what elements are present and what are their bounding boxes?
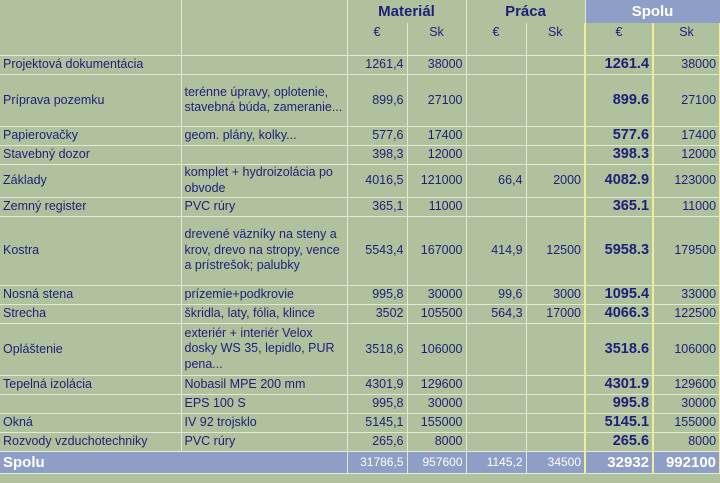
row-name: Základy [0,164,181,197]
spolu-sk: 27100 [653,74,720,126]
row-note: geom. plány, kolky... [181,126,347,145]
praca-sk [526,145,585,164]
row-note [181,145,347,164]
praca-eur [466,323,526,375]
material-sk: 155000 [407,413,466,432]
praca-eur: 66,4 [466,164,526,197]
spolu-eur: 995.8 [585,394,653,413]
header-blank-note [181,0,347,55]
material-eur: 398,3 [347,145,407,164]
spolu-sk: 179500 [653,216,720,285]
total-material-eur: 31786,5 [347,451,407,473]
material-sk: 30000 [407,285,466,304]
row-name: Tepelná izolácia [0,375,181,394]
total-spolu-sk: 992100 [653,451,720,473]
spolu-sk: 122500 [653,304,720,323]
row-note: komplet + hydroizolácia po obvode [181,164,347,197]
table-row [0,197,720,216]
material-eur-unit: € [347,23,407,55]
row-name: Nosná stena [0,285,181,304]
praca-sk [526,74,585,126]
header-blank [0,0,181,55]
praca-sk: 17000 [526,304,585,323]
row-note [181,55,347,74]
spolu-eur: 4082.9 [585,164,653,197]
row-name: Papierovačky [0,126,181,145]
material-eur: 365,1 [347,197,407,216]
material-sk: 17400 [407,126,466,145]
praca-eur: 414,9 [466,216,526,285]
praca-eur [466,145,526,164]
spolu-sk: 129600 [653,375,720,394]
table-row [0,126,720,145]
total-label: Spolu [0,451,347,473]
material-sk-unit: Sk [407,23,466,55]
row-name: Zemný register [0,197,181,216]
praca-sk [526,394,585,413]
praca-eur [466,375,526,394]
row-note: IV 92 trojsklo [181,413,347,432]
row-name [0,394,181,413]
table-row [0,323,720,375]
praca-sk-unit: Sk [526,23,585,55]
material-eur: 5543,4 [347,216,407,285]
praca-sk [526,55,585,74]
material-eur: 995,8 [347,285,407,304]
spolu-eur: 1261.4 [585,55,653,74]
praca-eur-unit: € [466,23,526,55]
material-eur: 265,6 [347,432,407,451]
spolu-sk: 11000 [653,197,720,216]
material-sk: 121000 [407,164,466,197]
spolu-eur: 4301.9 [585,375,653,394]
spolu-eur: 398.3 [585,145,653,164]
table-row [0,216,720,285]
praca-header: Práca [466,0,585,23]
praca-sk [526,197,585,216]
row-name: Opláštenie [0,323,181,375]
row-note: PVC rúry [181,197,347,216]
praca-eur [466,197,526,216]
spolu-sk: 12000 [653,145,720,164]
material-eur: 3518,6 [347,323,407,375]
material-sk: 106000 [407,323,466,375]
praca-eur: 99,6 [466,285,526,304]
group-header-row [0,0,720,23]
material-eur: 4016,5 [347,164,407,197]
spolu-eur: 899.6 [585,74,653,126]
row-name: Príprava pozemku [0,74,181,126]
total-spolu-eur: 32932 [585,451,653,473]
praca-sk: 3000 [526,285,585,304]
praca-sk [526,375,585,394]
material-eur: 995,8 [347,394,407,413]
row-name: Projektová dokumentácia [0,55,181,74]
table-row [0,304,720,323]
material-sk: 12000 [407,145,466,164]
material-eur: 4301,9 [347,375,407,394]
praca-eur: 564,3 [466,304,526,323]
table-row [0,394,720,413]
material-sk: 11000 [407,197,466,216]
praca-eur [466,126,526,145]
table-row [0,375,720,394]
total-row [0,451,720,473]
praca-sk [526,432,585,451]
praca-eur [466,394,526,413]
row-note: EPS 100 S [181,394,347,413]
material-eur: 1261,4 [347,55,407,74]
spolu-sk: 106000 [653,323,720,375]
table-row [0,55,720,74]
material-eur: 899,6 [347,74,407,126]
spolu-sk-unit: Sk [653,23,720,55]
table-row [0,413,720,432]
table-row [0,74,720,126]
material-sk: 167000 [407,216,466,285]
material-eur: 577,6 [347,126,407,145]
praca-eur [466,55,526,74]
spolu-eur: 577.6 [585,126,653,145]
spolu-sk: 155000 [653,413,720,432]
material-sk: 30000 [407,394,466,413]
spolu-eur: 365.1 [585,197,653,216]
praca-eur [466,432,526,451]
row-name: Rozvody vzduchotechniky [0,432,181,451]
spolu-eur: 1095.4 [585,285,653,304]
spolu-sk: 38000 [653,55,720,74]
praca-sk: 2000 [526,164,585,197]
material-eur: 5145,1 [347,413,407,432]
praca-sk [526,413,585,432]
praca-eur [466,74,526,126]
material-sk: 129600 [407,375,466,394]
spolu-eur: 4066.3 [585,304,653,323]
total-praca-eur: 1145,2 [466,451,526,473]
material-header: Materiál [347,0,466,23]
row-note: prízemie+podkrovie [181,285,347,304]
row-name: Kostra [0,216,181,285]
material-sk: 8000 [407,432,466,451]
row-name: Stavebný dozor [0,145,181,164]
row-note: exteriér + interiér Velox dosky WS 35, lepidlo, PUR pena... [181,323,347,375]
row-note: terénne úpravy, oplotenie, stavebná búda, zameranie... [181,74,347,126]
row-note: drevené väzníky na steny a krov, drevo na stropy, vence a prístrešok; palubky [181,216,347,285]
table-row [0,164,720,197]
total-material-sk: 957600 [407,451,466,473]
table-row [0,285,720,304]
material-eur: 3502 [347,304,407,323]
row-note: Nobasil MPE 200 mm [181,375,347,394]
row-name: Strecha [0,304,181,323]
spolu-eur: 3518.6 [585,323,653,375]
praca-eur [466,413,526,432]
row-name: Okná [0,413,181,432]
praca-sk [526,323,585,375]
spolu-sk: 123000 [653,164,720,197]
material-sk: 38000 [407,55,466,74]
spolu-sk: 8000 [653,432,720,451]
table-row [0,432,720,451]
spolu-sk: 33000 [653,285,720,304]
spolu-eur: 5145.1 [585,413,653,432]
spolu-eur: 5958.3 [585,216,653,285]
praca-sk: 12500 [526,216,585,285]
spolu-eur-unit: € [585,23,653,55]
row-note: škridla, laty, fólia, klince [181,304,347,323]
row-note: PVC rúry [181,432,347,451]
material-sk: 105500 [407,304,466,323]
spolu-sk: 17400 [653,126,720,145]
spolu-eur: 265.6 [585,432,653,451]
material-sk: 27100 [407,74,466,126]
total-praca-sk: 34500 [526,451,585,473]
spolu-sk: 30000 [653,394,720,413]
spolu-header: Spolu [585,0,720,23]
table-row [0,145,720,164]
praca-sk [526,126,585,145]
